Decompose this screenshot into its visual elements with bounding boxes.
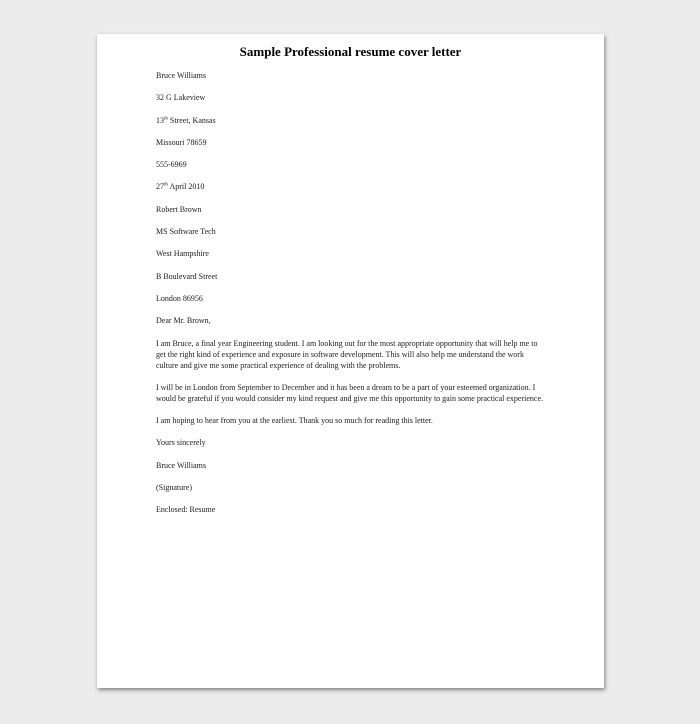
street-name: Street, Kansas	[167, 115, 216, 125]
street-number-suffix: th	[164, 115, 168, 121]
enclosure-note: Enclosed: Resume	[156, 505, 216, 515]
page-title: Sample Professional resume cover letter	[239, 44, 462, 59]
sender-name: Bruce Williams	[156, 71, 206, 80]
letter-page	[97, 34, 604, 688]
sender-address-line-1: 32 G Lakeview	[156, 93, 206, 103]
letter-body	[156, 70, 548, 527]
salutation: Dear Mr. Brown,	[156, 316, 211, 326]
date-day-suffix: th	[164, 182, 168, 188]
paragraph-intro: I am Bruce, a final year Engineering student. I am looking out for the most appropriate opportunity that will help me to get the right kind of experience and exposure in software development. This will also help me understand the work culture and give me some practical experience of dealing with the problems.	[156, 338, 538, 370]
date-month-year: April 2010	[167, 182, 205, 192]
signature-placeholder: (Signature)	[156, 483, 192, 493]
recipient-name: Robert Brown	[156, 204, 202, 214]
recipient-city-zip: London 86956	[156, 293, 203, 303]
paragraph-availability: I will be in London from September to December and it has been a dream to be a part of your esteemed organization. I would be grateful if you would consider my kind request and give me this opportunity to gain some practical experience.	[156, 382, 544, 403]
date-day: 27	[156, 182, 164, 192]
signoff-name: Bruce Williams	[156, 460, 206, 470]
street-number: 13	[156, 115, 164, 125]
sender-phone: 555-6969	[156, 160, 187, 170]
letter-date	[156, 181, 548, 192]
complimentary-close: Yours sincerely	[156, 438, 206, 448]
sender-address-line-2	[156, 115, 548, 126]
sender-state-zip: Missouri 78659	[156, 137, 207, 147]
paragraph-closing: I am hoping to hear from you at the earliest. Thank you so much for reading this letter.	[156, 416, 433, 426]
recipient-company: MS Software Tech	[156, 227, 216, 237]
recipient-street: B Boulevard Street	[156, 271, 218, 281]
recipient-area: West Hampshire	[156, 249, 209, 259]
